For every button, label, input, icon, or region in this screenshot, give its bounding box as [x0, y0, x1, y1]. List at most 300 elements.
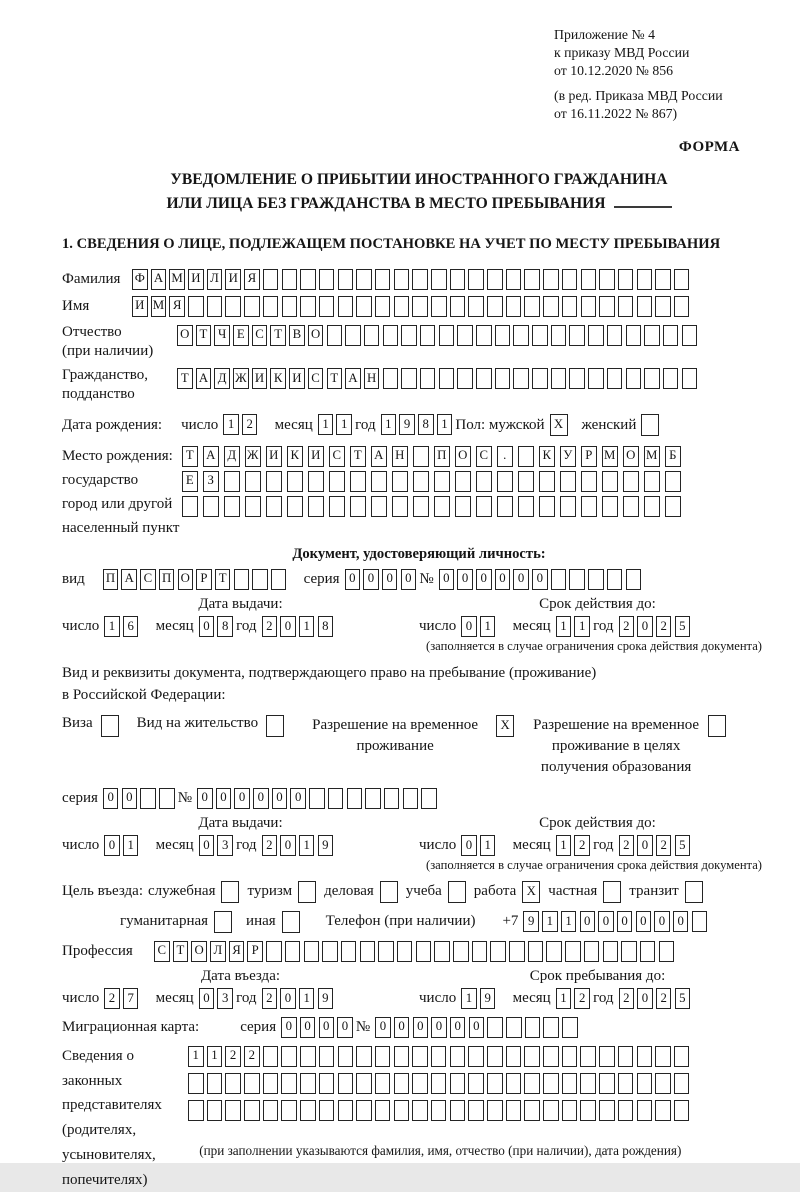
stay-month[interactable] — [556, 988, 593, 1009]
char-cell[interactable]: 0 — [495, 569, 511, 590]
purpose-transit[interactable]: транзит — [629, 881, 702, 903]
char-cell[interactable] — [282, 296, 298, 317]
char-cell[interactable]: 2 — [225, 1046, 241, 1067]
char-cell[interactable]: 0 — [673, 911, 689, 932]
char-cell[interactable] — [607, 368, 623, 389]
char-cell[interactable]: 0 — [253, 788, 269, 809]
char-cell[interactable] — [338, 1100, 354, 1121]
char-cell[interactable] — [663, 368, 679, 389]
char-cell[interactable]: В — [289, 325, 305, 346]
char-cell[interactable] — [524, 269, 540, 290]
char-cell[interactable]: О — [455, 446, 471, 467]
char-cell[interactable] — [476, 471, 492, 492]
char-cell[interactable] — [581, 471, 597, 492]
purpose-private[interactable]: частная — [548, 881, 621, 903]
char-cell[interactable] — [581, 269, 597, 290]
option-visa-checkbox[interactable] — [101, 715, 119, 737]
char-cell[interactable] — [207, 1100, 223, 1121]
char-cell[interactable] — [394, 1100, 410, 1121]
char-cell[interactable]: 1 — [299, 616, 315, 637]
char-cell[interactable] — [618, 269, 634, 290]
char-cell[interactable]: 0 — [431, 1017, 447, 1038]
char-cell[interactable] — [431, 1073, 447, 1094]
char-cell[interactable] — [641, 414, 659, 436]
char-cell[interactable]: 0 — [469, 1017, 485, 1038]
arrival-month[interactable] — [199, 988, 236, 1009]
char-cell[interactable] — [450, 269, 466, 290]
char-cell[interactable] — [618, 296, 634, 317]
char-cell[interactable]: А — [196, 368, 212, 389]
char-cell[interactable] — [588, 368, 604, 389]
char-cell[interactable] — [476, 368, 492, 389]
purpose-business[interactable]: деловая — [324, 881, 398, 903]
char-cell[interactable]: Я — [169, 296, 185, 317]
identity-expiry-year[interactable] — [619, 616, 694, 637]
char-cell[interactable] — [468, 1100, 484, 1121]
char-cell[interactable]: 0 — [337, 1017, 353, 1038]
char-cell[interactable] — [350, 471, 366, 492]
char-cell[interactable] — [497, 496, 513, 517]
char-cell[interactable]: 0 — [319, 1017, 335, 1038]
char-cell[interactable] — [532, 368, 548, 389]
char-cell[interactable]: 0 — [272, 788, 288, 809]
char-cell[interactable] — [580, 1073, 596, 1094]
char-cell[interactable] — [319, 1100, 335, 1121]
char-cell[interactable] — [663, 325, 679, 346]
char-cell[interactable]: Я — [244, 269, 260, 290]
char-cell[interactable] — [674, 1046, 690, 1067]
char-cell[interactable] — [304, 941, 320, 962]
char-cell[interactable]: 1 — [461, 988, 477, 1009]
char-cell[interactable] — [621, 941, 637, 962]
char-cell[interactable]: 1 — [561, 911, 577, 932]
char-cell[interactable] — [618, 1046, 634, 1067]
char-cell[interactable]: И — [132, 296, 148, 317]
char-cell[interactable] — [581, 296, 597, 317]
char-cell[interactable] — [203, 496, 219, 517]
char-cell[interactable]: 0 — [636, 911, 652, 932]
char-cell[interactable]: 9 — [318, 835, 334, 856]
char-cell[interactable] — [674, 1100, 690, 1121]
char-cell[interactable]: 0 — [394, 1017, 410, 1038]
char-cell[interactable] — [338, 296, 354, 317]
char-cell[interactable] — [439, 368, 455, 389]
char-cell[interactable]: А — [151, 269, 167, 290]
option-residence-permit[interactable] — [137, 715, 284, 737]
char-cell[interactable] — [356, 1073, 372, 1094]
char-cell[interactable] — [623, 496, 639, 517]
char-cell[interactable] — [448, 881, 466, 903]
char-cell[interactable] — [225, 296, 241, 317]
char-cell[interactable]: Т — [215, 569, 231, 590]
char-cell[interactable] — [392, 471, 408, 492]
char-cell[interactable] — [543, 1073, 559, 1094]
purpose-official-checkbox[interactable] — [221, 881, 239, 903]
char-cell[interactable]: 1 — [336, 414, 352, 435]
char-cell[interactable] — [599, 1046, 615, 1067]
char-cell[interactable] — [626, 569, 642, 590]
char-cell[interactable] — [468, 269, 484, 290]
char-cell[interactable]: 0 — [375, 1017, 391, 1038]
char-cell[interactable] — [637, 269, 653, 290]
char-cell[interactable] — [644, 471, 660, 492]
char-cell[interactable]: 5 — [675, 616, 691, 637]
char-cell[interactable] — [356, 296, 372, 317]
char-cell[interactable] — [308, 496, 324, 517]
residence-expiry-day[interactable] — [461, 835, 498, 856]
char-cell[interactable] — [244, 1100, 260, 1121]
char-cell[interactable] — [626, 325, 642, 346]
char-cell[interactable] — [562, 296, 578, 317]
char-cell[interactable] — [562, 1017, 578, 1038]
char-cell[interactable]: 9 — [523, 911, 539, 932]
char-cell[interactable]: 0 — [199, 988, 215, 1009]
arrival-year[interactable] — [262, 988, 337, 1009]
char-cell[interactable]: 0 — [532, 569, 548, 590]
char-cell[interactable]: С — [154, 941, 170, 962]
char-cell[interactable]: Ж — [245, 446, 261, 467]
char-cell[interactable]: 2 — [656, 616, 672, 637]
migration-series-input[interactable] — [281, 1017, 356, 1038]
char-cell[interactable]: Н — [392, 446, 408, 467]
char-cell[interactable] — [560, 471, 576, 492]
char-cell[interactable]: 0 — [382, 569, 398, 590]
residence-issue-month[interactable] — [199, 835, 236, 856]
char-cell[interactable] — [416, 941, 432, 962]
char-cell[interactable]: 0 — [104, 835, 120, 856]
char-cell[interactable] — [282, 269, 298, 290]
char-cell[interactable]: 2 — [574, 835, 590, 856]
char-cell[interactable] — [350, 496, 366, 517]
char-cell[interactable] — [224, 496, 240, 517]
char-cell[interactable]: 0 — [413, 1017, 429, 1038]
char-cell[interactable] — [518, 446, 534, 467]
char-cell[interactable]: Н — [364, 368, 380, 389]
char-cell[interactable] — [682, 368, 698, 389]
char-cell[interactable]: 0 — [280, 835, 296, 856]
char-cell[interactable] — [285, 941, 301, 962]
char-cell[interactable] — [397, 941, 413, 962]
char-cell[interactable] — [487, 269, 503, 290]
char-cell[interactable] — [560, 496, 576, 517]
char-cell[interactable]: У — [560, 446, 576, 467]
char-cell[interactable]: Т — [327, 368, 343, 389]
char-cell[interactable]: 0 — [461, 616, 477, 637]
char-cell[interactable] — [224, 471, 240, 492]
char-cell[interactable]: 2 — [104, 988, 120, 1009]
char-cell[interactable]: 0 — [450, 1017, 466, 1038]
char-cell[interactable]: 0 — [281, 1017, 297, 1038]
char-cell[interactable] — [513, 368, 529, 389]
birthplace-line1-input[interactable] — [182, 446, 686, 467]
char-cell[interactable]: 0 — [363, 569, 379, 590]
residence-issue-day[interactable] — [104, 835, 141, 856]
stay-day[interactable] — [461, 988, 498, 1009]
char-cell[interactable]: М — [644, 446, 660, 467]
char-cell[interactable]: 0 — [199, 616, 215, 637]
char-cell[interactable]: 0 — [103, 788, 119, 809]
char-cell[interactable]: А — [121, 569, 137, 590]
char-cell[interactable]: 1 — [556, 616, 572, 637]
char-cell[interactable] — [188, 1100, 204, 1121]
char-cell[interactable]: 0 — [234, 788, 250, 809]
char-cell[interactable] — [356, 1100, 372, 1121]
char-cell[interactable] — [439, 325, 455, 346]
char-cell[interactable] — [266, 941, 282, 962]
option-temp-residence[interactable] — [302, 715, 514, 757]
char-cell[interactable] — [434, 496, 450, 517]
char-cell[interactable]: 0 — [122, 788, 138, 809]
char-cell[interactable] — [412, 1073, 428, 1094]
char-cell[interactable] — [322, 941, 338, 962]
purpose-private-checkbox[interactable] — [603, 881, 621, 903]
identity-issue-month[interactable] — [199, 616, 236, 637]
identity-expiry-month[interactable] — [556, 616, 593, 637]
char-cell[interactable]: 2 — [262, 835, 278, 856]
option-temp-residence-education-checkbox[interactable] — [708, 715, 726, 737]
char-cell[interactable] — [655, 296, 671, 317]
char-cell[interactable] — [580, 1100, 596, 1121]
char-cell[interactable] — [271, 569, 287, 590]
surname-input[interactable] — [132, 269, 693, 290]
char-cell[interactable] — [431, 269, 447, 290]
char-cell[interactable]: 0 — [513, 569, 529, 590]
char-cell[interactable] — [225, 1073, 241, 1094]
char-cell[interactable]: 1 — [542, 911, 558, 932]
char-cell[interactable] — [394, 296, 410, 317]
char-cell[interactable] — [394, 1073, 410, 1094]
char-cell[interactable] — [225, 1100, 241, 1121]
char-cell[interactable]: Д — [214, 368, 230, 389]
char-cell[interactable]: С — [476, 446, 492, 467]
char-cell[interactable] — [309, 788, 325, 809]
char-cell[interactable] — [431, 1100, 447, 1121]
char-cell[interactable] — [562, 1100, 578, 1121]
char-cell[interactable] — [569, 368, 585, 389]
char-cell[interactable]: 1 — [299, 988, 315, 1009]
char-cell[interactable]: Т — [177, 368, 193, 389]
char-cell[interactable] — [468, 1046, 484, 1067]
char-cell[interactable] — [450, 1046, 466, 1067]
char-cell[interactable] — [263, 1100, 279, 1121]
char-cell[interactable] — [551, 368, 567, 389]
char-cell[interactable] — [506, 1100, 522, 1121]
char-cell[interactable] — [364, 325, 380, 346]
char-cell[interactable]: 2 — [656, 835, 672, 856]
char-cell[interactable] — [245, 471, 261, 492]
purpose-other-checkbox[interactable] — [282, 911, 300, 933]
char-cell[interactable] — [665, 496, 681, 517]
char-cell[interactable]: О — [308, 325, 324, 346]
char-cell[interactable]: 1 — [556, 835, 572, 856]
char-cell[interactable] — [319, 269, 335, 290]
char-cell[interactable]: Т — [196, 325, 212, 346]
char-cell[interactable]: С — [252, 325, 268, 346]
char-cell[interactable]: 1 — [318, 414, 334, 435]
purpose-work[interactable]: работа X — [474, 881, 541, 903]
char-cell[interactable] — [327, 325, 343, 346]
purpose-humanitarian-checkbox[interactable] — [214, 911, 232, 933]
char-cell[interactable]: С — [308, 368, 324, 389]
arrival-day[interactable] — [104, 988, 141, 1009]
purpose-work-checkbox[interactable] — [522, 881, 540, 903]
char-cell[interactable]: 5 — [675, 988, 691, 1009]
char-cell[interactable]: М — [602, 446, 618, 467]
char-cell[interactable]: 0 — [654, 911, 670, 932]
char-cell[interactable] — [607, 325, 623, 346]
char-cell[interactable]: X — [522, 881, 540, 903]
char-cell[interactable] — [356, 269, 372, 290]
char-cell[interactable] — [506, 1046, 522, 1067]
char-cell[interactable] — [524, 1100, 540, 1121]
char-cell[interactable] — [263, 1046, 279, 1067]
char-cell[interactable]: З — [203, 471, 219, 492]
char-cell[interactable]: X — [550, 414, 568, 436]
char-cell[interactable]: 0 — [461, 835, 477, 856]
char-cell[interactable] — [603, 941, 619, 962]
representatives-line1-input[interactable] — [188, 1046, 693, 1067]
purpose-study-checkbox[interactable] — [448, 881, 466, 903]
char-cell[interactable]: 6 — [123, 616, 139, 637]
char-cell[interactable] — [495, 325, 511, 346]
identity-issue-day[interactable] — [104, 616, 141, 637]
purpose-business-checkbox[interactable] — [380, 881, 398, 903]
char-cell[interactable] — [476, 496, 492, 517]
char-cell[interactable] — [214, 911, 232, 933]
char-cell[interactable] — [659, 941, 675, 962]
char-cell[interactable]: 1 — [437, 414, 453, 435]
option-visa[interactable] — [62, 715, 119, 737]
char-cell[interactable] — [383, 325, 399, 346]
char-cell[interactable] — [345, 325, 361, 346]
char-cell[interactable] — [603, 881, 621, 903]
sex-male-checkbox[interactable] — [550, 414, 568, 436]
char-cell[interactable] — [602, 471, 618, 492]
char-cell[interactable]: Т — [173, 941, 189, 962]
char-cell[interactable] — [487, 1100, 503, 1121]
residence-number-input[interactable] — [197, 788, 440, 809]
char-cell[interactable] — [159, 788, 175, 809]
char-cell[interactable]: 1 — [123, 835, 139, 856]
char-cell[interactable] — [403, 788, 419, 809]
char-cell[interactable] — [207, 1073, 223, 1094]
char-cell[interactable] — [383, 368, 399, 389]
char-cell[interactable]: 2 — [574, 988, 590, 1009]
char-cell[interactable]: Я — [229, 941, 245, 962]
char-cell[interactable]: М — [169, 269, 185, 290]
char-cell[interactable] — [457, 368, 473, 389]
char-cell[interactable]: Р — [247, 941, 263, 962]
char-cell[interactable] — [182, 496, 198, 517]
char-cell[interactable] — [188, 296, 204, 317]
char-cell[interactable]: 2 — [242, 414, 258, 435]
char-cell[interactable]: Ф — [132, 269, 148, 290]
char-cell[interactable]: 0 — [598, 911, 614, 932]
char-cell[interactable]: Ж — [233, 368, 249, 389]
char-cell[interactable] — [300, 269, 316, 290]
char-cell[interactable] — [655, 1046, 671, 1067]
char-cell[interactable]: 1 — [104, 616, 120, 637]
char-cell[interactable] — [644, 325, 660, 346]
char-cell[interactable] — [581, 496, 597, 517]
char-cell[interactable]: 2 — [619, 988, 635, 1009]
char-cell[interactable] — [421, 788, 437, 809]
char-cell[interactable]: 0 — [457, 569, 473, 590]
doc-number-input[interactable] — [439, 569, 645, 590]
char-cell[interactable] — [413, 446, 429, 467]
char-cell[interactable]: 0 — [345, 569, 361, 590]
char-cell[interactable] — [401, 325, 417, 346]
char-cell[interactable] — [266, 496, 282, 517]
char-cell[interactable]: О — [178, 569, 194, 590]
char-cell[interactable]: И — [266, 446, 282, 467]
char-cell[interactable] — [655, 269, 671, 290]
char-cell[interactable]: 0 — [637, 616, 653, 637]
char-cell[interactable]: О — [191, 941, 207, 962]
char-cell[interactable] — [188, 1073, 204, 1094]
char-cell[interactable] — [644, 496, 660, 517]
char-cell[interactable] — [266, 471, 282, 492]
char-cell[interactable] — [655, 1100, 671, 1121]
char-cell[interactable]: 0 — [300, 1017, 316, 1038]
char-cell[interactable]: К — [270, 368, 286, 389]
char-cell[interactable] — [490, 941, 506, 962]
char-cell[interactable]: 0 — [216, 788, 232, 809]
char-cell[interactable] — [356, 1046, 372, 1067]
char-cell[interactable]: 1 — [480, 835, 496, 856]
phone-input[interactable] — [523, 911, 710, 932]
sex-female-checkbox[interactable] — [641, 414, 659, 436]
char-cell[interactable] — [528, 941, 544, 962]
char-cell[interactable]: С — [140, 569, 156, 590]
char-cell[interactable] — [551, 569, 567, 590]
char-cell[interactable] — [375, 1073, 391, 1094]
char-cell[interactable] — [472, 941, 488, 962]
char-cell[interactable] — [495, 368, 511, 389]
char-cell[interactable]: 1 — [299, 835, 315, 856]
char-cell[interactable] — [221, 881, 239, 903]
char-cell[interactable] — [300, 296, 316, 317]
birth-month-input[interactable] — [318, 414, 355, 435]
representatives-line2-input[interactable] — [188, 1073, 693, 1094]
char-cell[interactable]: И — [252, 368, 268, 389]
char-cell[interactable] — [431, 296, 447, 317]
char-cell[interactable]: И — [225, 269, 241, 290]
char-cell[interactable]: 0 — [290, 788, 306, 809]
char-cell[interactable] — [375, 269, 391, 290]
char-cell[interactable] — [341, 941, 357, 962]
identity-expiry-day[interactable] — [461, 616, 498, 637]
char-cell[interactable] — [674, 269, 690, 290]
char-cell[interactable]: 5 — [675, 835, 691, 856]
char-cell[interactable]: 2 — [262, 616, 278, 637]
char-cell[interactable] — [509, 941, 525, 962]
char-cell[interactable]: 9 — [480, 988, 496, 1009]
char-cell[interactable]: 9 — [399, 414, 415, 435]
char-cell[interactable] — [347, 788, 363, 809]
char-cell[interactable] — [525, 1017, 541, 1038]
char-cell[interactable]: А — [203, 446, 219, 467]
char-cell[interactable] — [551, 325, 567, 346]
char-cell[interactable]: 1 — [574, 616, 590, 637]
char-cell[interactable] — [319, 296, 335, 317]
char-cell[interactable]: 3 — [217, 835, 233, 856]
char-cell[interactable] — [708, 715, 726, 737]
char-cell[interactable]: 1 — [556, 988, 572, 1009]
char-cell[interactable]: Л — [210, 941, 226, 962]
char-cell[interactable] — [453, 941, 469, 962]
char-cell[interactable]: И — [308, 446, 324, 467]
